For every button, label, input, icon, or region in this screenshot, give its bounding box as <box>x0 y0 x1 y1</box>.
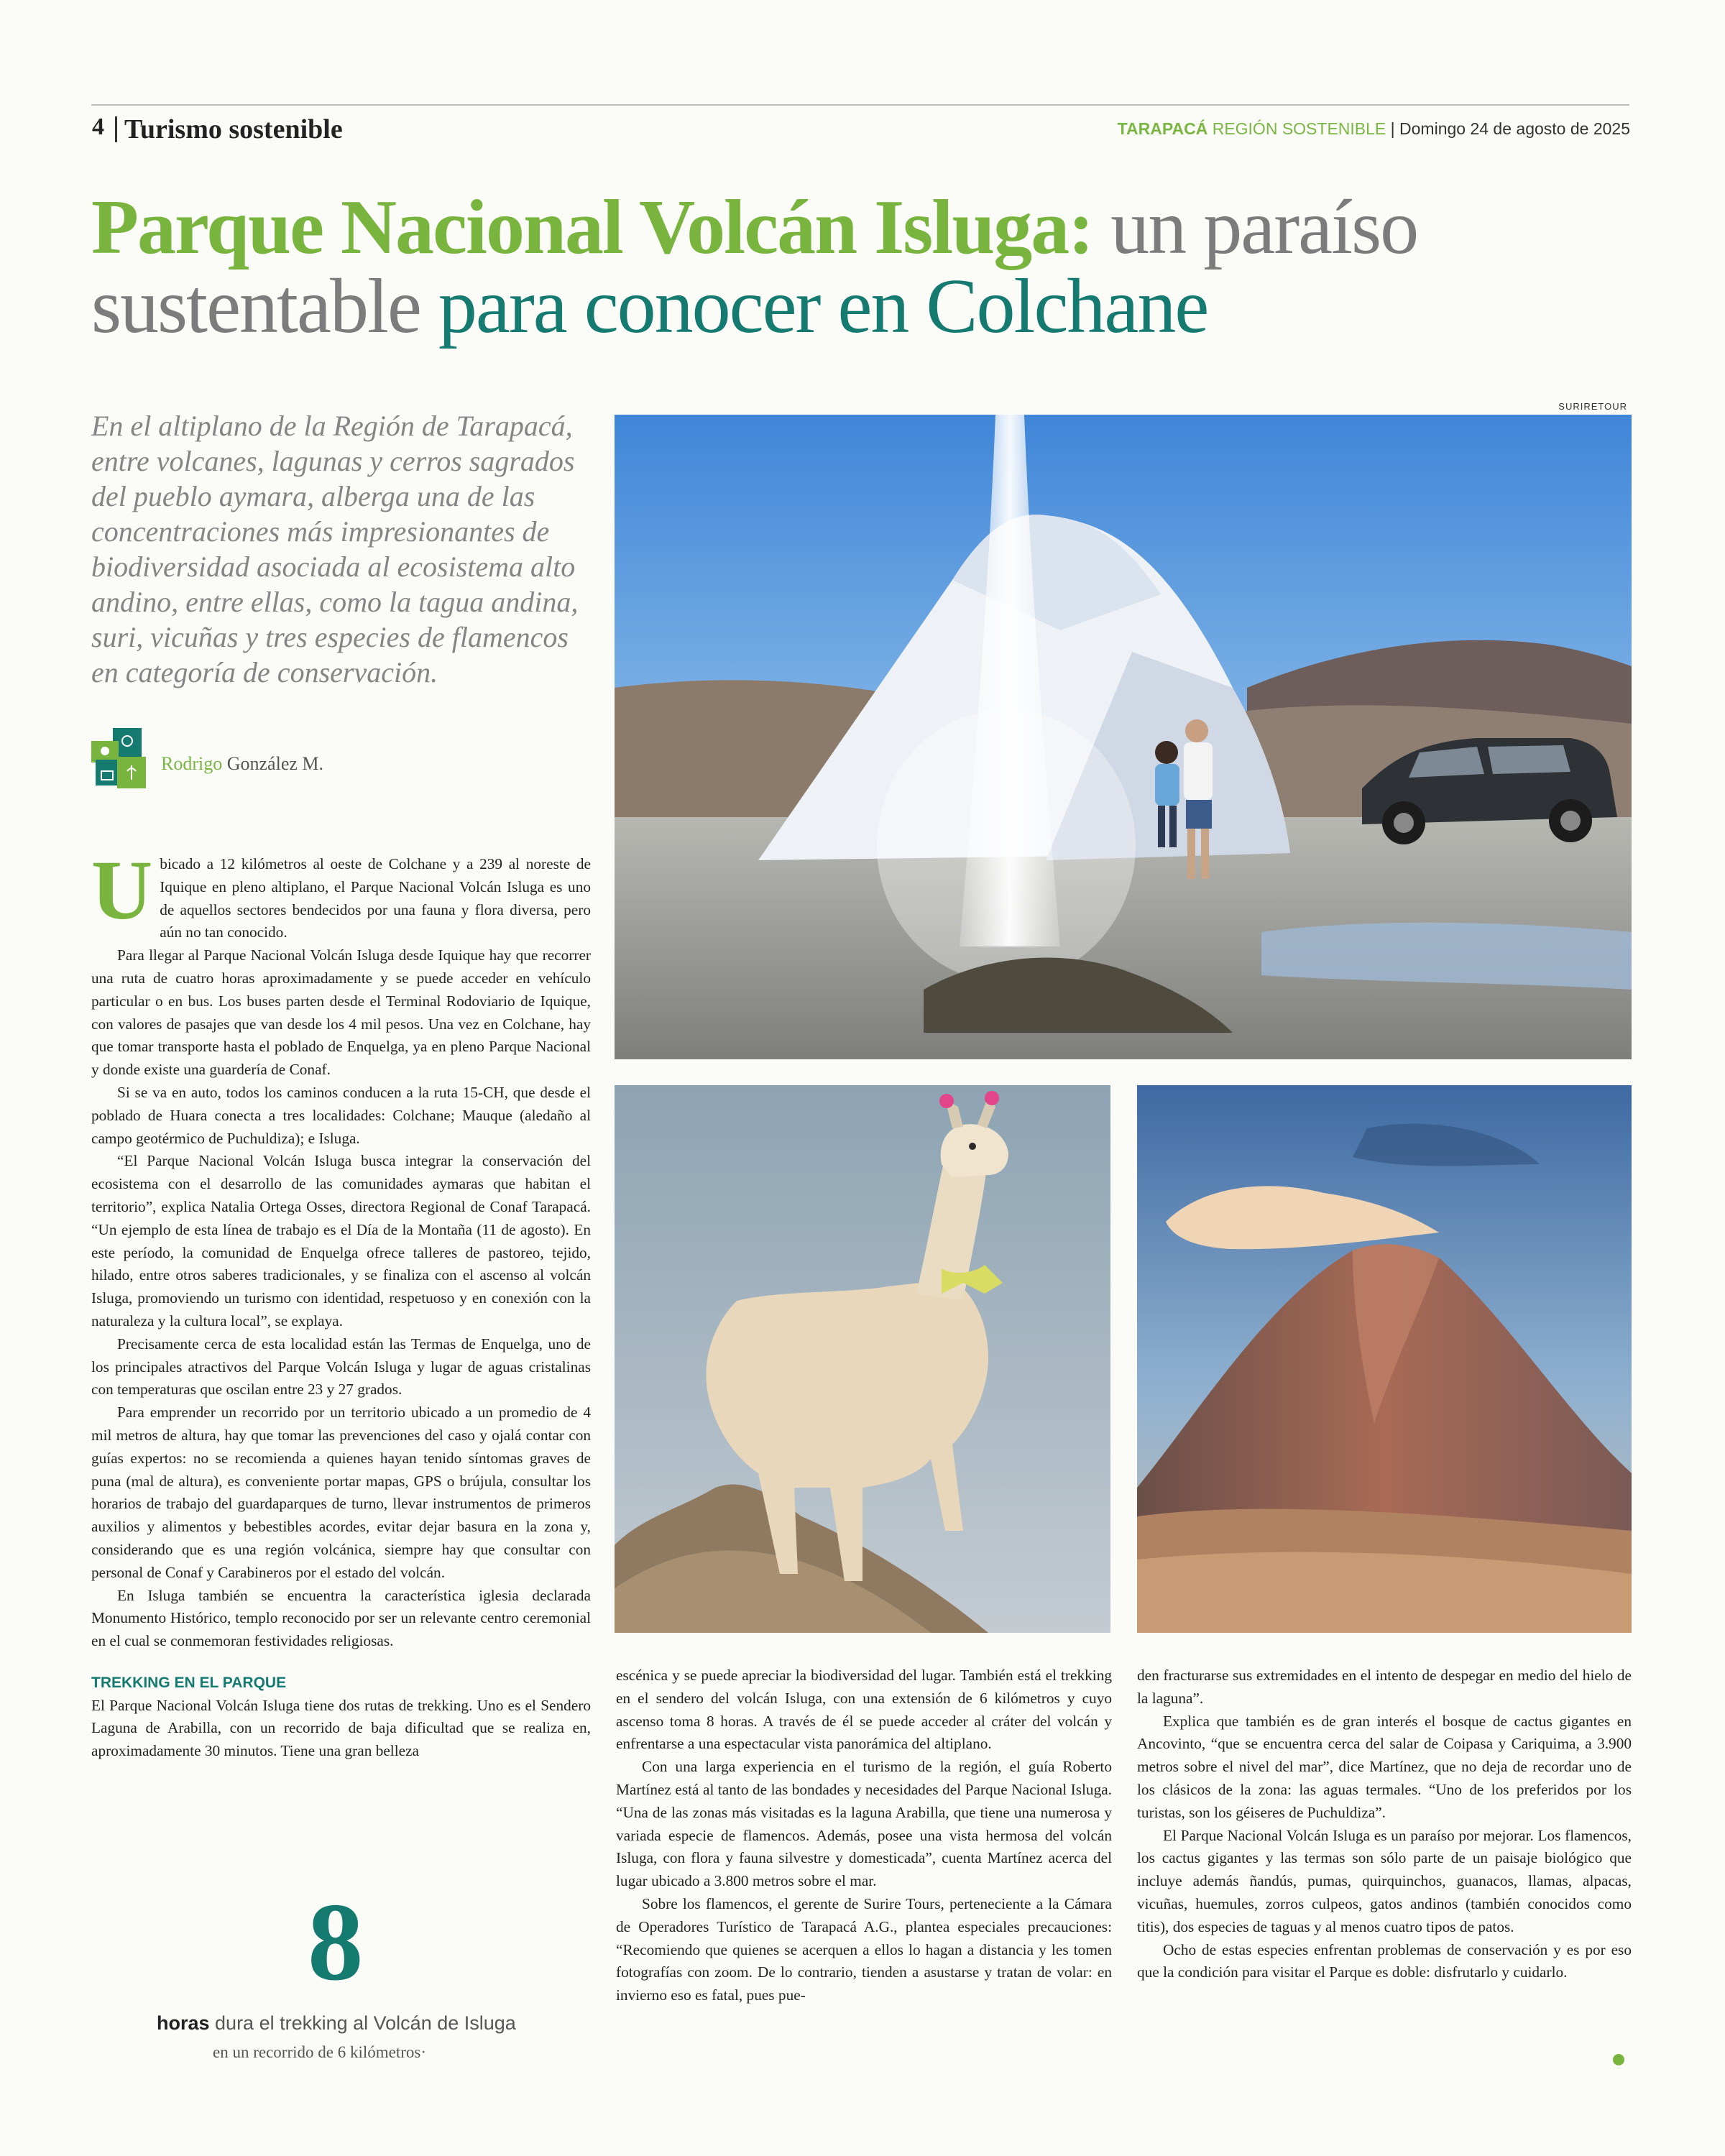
stat-subcaption: en un recorrido de 6 kilómetros· <box>213 2043 426 2061</box>
paragraph: “El Parque Nacional Volcán Isluga busca integrar la conservación del ecosistema con el desarrollo de las comunidades aymaras que habitan el territorio”, explica Natalia Ortega Osses, directora Regional de Conaf Tarapacá. “Un ejemplo de esta línea de trabajo es el Día de la Montaña (11 de agosto). En este período, la comunidad de Enquelga ofrece talleres de pastoreo, tejido, hilado, entre otros saberes tradicionales, y se finaliza con el ascenso al volcán Isluga, promoviendo un turismo con identidad, respetuoso y en conexión con la naturaleza y la cultura local”, se explaya. <box>91 1152 591 1330</box>
masthead-brand: TARAPACÁ <box>1117 119 1208 138</box>
volcano-photo <box>1137 1085 1632 1633</box>
paragraph: El Parque Nacional Volcán Isluga tiene dos rutas de trekking. Uno es el Sendero Laguna de Arabilla, con un recorrido de baja dificultad que se realiza en, aproximadamente 30 minutos. Tiene una gran belleza <box>91 1696 591 1760</box>
lead-paragraph <box>91 843 591 944</box>
article-column-1 <box>91 843 591 1763</box>
paragraph: El Parque Nacional Volcán Isluga es un paraíso por mejorar. Los flamencos, los cactus gigantes y las termas son sólo parte de un paisaje biológico que incluye además ñandús, pumas, quirquinchos, guanacos, llamas, alpacas, vicuñas, huemules, zorros culpeos, gatos andinos (también conocidos como titis), dos especies de taguas y al menos cuatro tipos de patos. <box>1137 1826 1632 1935</box>
paragraph-text: bicado a 12 kilómetros al oeste de Colchane y a 239 al noreste de Iquique en pleno altiplano, el Parque Nacional Volcán Isluga es uno de aquellos sectores bendecidos por una fauna y flora diversa, pero aún no tan conocido. <box>160 855 591 941</box>
paragraph: Con una larga experiencia en el turismo de la región, el guía Roberto Martínez está al tanto de las bondades y necesidades del Parque Nacional Isluga. “Una de las zonas más visitadas es la laguna Arabilla, que tiene una numerosa y variada especie de flamencos. Además, posee una vista hermosa del volcán Isluga, con flora y fauna silvestre y domesticada”, cuenta Martínez acerca del lugar ubicado a 3.800 metros sobre el mar. <box>616 1758 1112 1890</box>
headline-part-2: un paraíso sustentable <box>91 185 1418 350</box>
page-number: 4 <box>92 114 104 140</box>
section-title: Turismo sostenible <box>124 114 343 144</box>
paragraph: Sobre los flamencos, el gerente de Surire Tours, perteneciente a la Cámara de Operadores Turístico de Tarapacá A.G., plantea especiales precauciones: “Recomiendo que quienes se acerquen a ellos lo hagan a distancia y les tomen fotografías con zoom. De lo contrario, tienden a asustarse y tratan de volar: en invierno eso es fatal, pues pue- <box>616 1894 1112 2004</box>
masthead-subtitle: REGIÓN SOSTENIBLE <box>1208 119 1386 138</box>
stat-number: 8 <box>308 1880 364 2004</box>
paragraph: Explica que también es de gran interés el bosque de cactus gigantes en Ancovinto, “que se encuentra cerca del salar de Coipasa y Cariquima, a 3.900 metros sobre el nivel del mar”, dice Martínez, que no deja de recordar uno de los clásicos de la zona: las aguas termales. “Uno de los preferidos por los turistas, son los géiseres de Puchuldiza”. <box>1137 1712 1632 1821</box>
paragraph: escénica y se puede apreciar la biodiversidad del lugar. También está el trekking en el sendero del volcán Isluga, con una extensión de 6 kilómetros y cuyo ascenso toma 8 horas. A través de él se puede acceder al cráter del volcán y enfrentarse a una espectacular vista panorámica del altiplano. <box>616 1667 1112 1753</box>
issue-date: | Domingo 24 de agosto de 2025 <box>1386 119 1630 138</box>
headline-part-3: para conocer en Colchane <box>438 264 1208 350</box>
author-first-name: Rodrigo <box>161 753 227 774</box>
top-rule <box>91 104 1629 106</box>
author-last-name: González M. <box>226 753 324 774</box>
headline <box>91 185 1644 350</box>
deck-summary: En el altiplano de la Región de Tarapacá, entre volcanes, lagunas y cerros sagrados del pueblo aymara, alberga una de las concentraciones más impresionantes de biodiversidad asociada al ecosistema alto andino, entre ellas, como la tagua andina, suri, vicuñas y tres especies de flamencos en categoría de conservación. <box>91 410 579 688</box>
article-column-2 <box>616 1664 1112 2007</box>
stat-caption-bold: horas <box>157 2012 210 2034</box>
byline <box>161 753 323 775</box>
end-mark <box>1613 2054 1624 2065</box>
headline-part-1: Parque Nacional Volcán Isluga: <box>91 185 1093 270</box>
header-separator <box>115 116 117 142</box>
paragraph: Para emprender un recorrido por un territorio ubicado a un promedio de 4 mil metros de altura, hay que tomar las prevenciones del caso y ojalá contar con guías expertos: no se recomienda a quienes hayan tenido síntomas graves de puna (mal de altura), es conveniente portar mapas, GPS o brújula, consultar los horarios de trabajo del guardaparques de turno, llevar instrumentos de primeros auxilios y alimentos y bebestibles acordes, evitar dejar basura en la zona y, considerando que es una región volcánica, siempre hay que consultar con personal de Conaf y Carabineros por el estado del volcán. <box>91 1404 591 1581</box>
photo-credit: SURIRETOUR <box>1558 401 1627 412</box>
drop-cap: U <box>91 843 153 937</box>
byline-logo <box>91 728 150 788</box>
subheading: TREKKING EN EL PARQUE <box>91 1674 287 1691</box>
paragraph: Si se va en auto, todos los caminos conducen a la ruta 15-CH, que desde el poblado de Huara conecta a tres localidades: Colchane; Mauque (aledaño al campo geotérmico de Puchuldiza); e Isluga. <box>91 1083 591 1147</box>
paragraph: Para llegar al Parque Nacional Volcán Isluga desde Iquique hay que recorrer una ruta de cuatro horas aproximadamente y se puede acceder en vehículo particular o en bus. Los buses parten desde el Terminal Rodoviario de Iquique, con valores de pasajes que van desde los 4 mil pesos. Una vez en Colchane, hay que tomar transporte hasta el poblado de Enquelga, ya en pleno Parque Nacional y donde existe una guardería de Conaf. <box>91 946 591 1079</box>
stat-caption <box>157 2012 538 2035</box>
paragraph: En Isluga también se encuentra la característica iglesia declarada Monumento Histórico, templo reconocido por ser un relevante centro ceremonial en el cual se conmemoran festividades religiosas. <box>91 1586 591 1650</box>
paragraph: Precisamente cerca de esta localidad están las Termas de Enquelga, uno de los principales atractivos del Parque Volcán Isluga y lugar de aguas cristalinas con temperaturas que oscilan entre 23 y 27 grados. <box>91 1335 591 1399</box>
article-column-3 <box>1137 1664 1632 1984</box>
llama-photo <box>615 1085 1110 1633</box>
stat-caption-text: dura el trekking al Volcán de Isluga <box>209 2012 516 2034</box>
masthead <box>1118 119 1630 139</box>
geyser-photo <box>615 415 1632 1059</box>
paragraph: den fracturarse sus extremidades en el intento de despegar en medio del hielo de la laguna”. <box>1137 1667 1632 1707</box>
paragraph: Ocho de estas especies enfrentan problemas de conservación y es por eso que la condición para visitar el Parque es doble: disfrutarlo y cuidarlo. <box>1137 1940 1632 1981</box>
